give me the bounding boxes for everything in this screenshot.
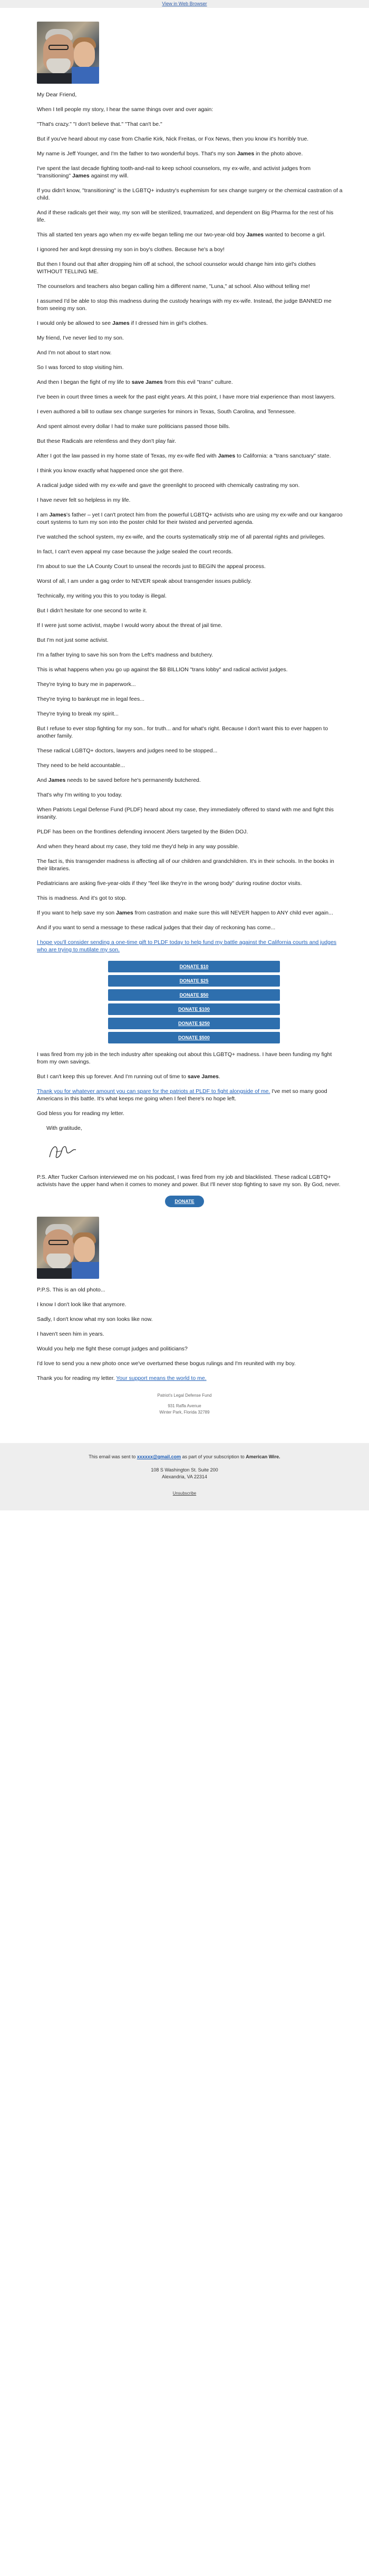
paragraph: When I tell people my story, I hear the same things over and over again:: [37, 106, 213, 113]
paragraph: I've spent the last decade fighting tooth-and-nail to keep school counselors, my ex-wife, and activist judges from "transitioning" James against my will.: [37, 165, 311, 179]
paragraph: They're trying to bankrupt me in legal fees...: [37, 696, 144, 702]
emphasis: James: [218, 453, 236, 459]
paragraph: The counselors and teachers also began calling him a different name, "Luna," at school. Also without telling me!: [37, 283, 310, 290]
view-in-browser-link[interactable]: View in Web Browser: [162, 1, 207, 6]
donate-button[interactable]: DONATE $25: [108, 975, 280, 987]
paragraph: I even authored a bill to outlaw sex change surgeries for minors in Texas, South Carolina, and Tennessee.: [37, 409, 296, 415]
paragraph: If I were just some activist, maybe I would worry about the threat of jail time.: [37, 622, 222, 629]
emphasis: James: [49, 512, 67, 518]
sent-line: [0, 1454, 369, 1460]
paragraph: But then I found out that after dropping him off at school, the school counselor would change him into girl's clothes WITHOUT TELLING ME.: [37, 261, 316, 275]
paragraph: I assumed I'd be able to stop this madness during the custody hearings with my ex-wife. Instead, the judge BANNED me from seeing my son.: [37, 298, 332, 312]
paragraph: I'd love to send you a new photo once we've overturned these bogus rulings and I'm reunited with my boy.: [37, 1360, 296, 1367]
emphasis: save James: [187, 1073, 219, 1080]
paragraph: When Patriots Legal Defense Fund (PLDF) heard about my case, they immediately offered to stand with me and fight this insanity.: [37, 807, 334, 820]
paragraph: If you want to help save my son James from castration and make sure this will NEVER happen to ANY child ever again...: [37, 910, 333, 916]
letter-card: [21, 8, 348, 1433]
paragraph: They need to be held accountable...: [37, 762, 125, 769]
paragraph: The fact is, this transgender madness is affecting all of our children and grandchildren. It's in their schools. In the books in their libraries.: [37, 858, 334, 872]
paragraph: But if you've heard about my case from Charlie Kirk, Nick Freitas, or Fox News, then you know it's horribly true.: [37, 136, 309, 142]
donate-button-list: [32, 961, 337, 1043]
paragraph: My friend, I've never lied to my son.: [37, 335, 124, 341]
final-thanks: Thank you for reading my letter.: [37, 1375, 116, 1381]
paragraph: And if you want to send a message to these radical judges that their day of reckoning has come...: [37, 924, 276, 931]
thanks-rest: I've met so many good Americans in this battle. It's what keeps me going when I feel there's no hope left.: [37, 1088, 327, 1102]
emphasis: James: [246, 232, 264, 238]
paragraph: And then I began the fight of my life to save James from this evil "trans" culture.: [37, 379, 233, 385]
brand-name: American Wire.: [246, 1454, 280, 1459]
paragraph: And I'm not about to start now.: [37, 350, 112, 356]
bottom-footer: [0, 1443, 369, 1510]
paragraph: I am James's father – yet I can't protect him from the powerful LGBTQ+ activists who are using my ex-wife and our kangaroo court systems to turn my son into the poster child for their twisted and perverted agenda.: [37, 512, 343, 525]
paragraph: This is what happens when you go up against the $8 BILLION "trans lobby" and radical activist judges.: [37, 667, 288, 673]
emphasis: James: [112, 320, 130, 326]
paragraph: Pediatricians are asking five-year-olds if they "feel like they're in the wrong body" during routine doctor visits.: [37, 880, 302, 887]
top-bar: [0, 0, 369, 8]
paragraph: I would only be allowed to see James if I dressed him in girl's clothes.: [37, 320, 208, 326]
final-link[interactable]: Your support means the world to me.: [116, 1375, 207, 1381]
paragraph: But I refuse to ever stop fighting for my son.. for truth... and for what's right. Because I don't want this to ever happen to another family.: [37, 725, 328, 739]
org-address-1: 931 Raffa Avenue: [168, 1404, 201, 1408]
donate-button[interactable]: DONATE $50: [108, 989, 280, 1001]
paragraph: P.P.S. This is an old photo...: [37, 1287, 105, 1293]
paragraph: I know I don't look like that anymore.: [37, 1301, 127, 1308]
emphasis: James: [237, 151, 255, 157]
paragraph: I've watched the school system, my ex-wife, and the courts systematically strip me of all parental rights and privileges.: [37, 534, 326, 540]
paragraph: That's why I'm writing to you today.: [37, 792, 122, 798]
sent-prefix: This email was sent to: [89, 1454, 137, 1459]
paragraph: If you didn't know, "transitioning" is the LGBTQ+ industry's euphemism for sex change surgery or the chemical castration of a child.: [37, 187, 343, 201]
with-gratitude: With gratitude,: [46, 1125, 82, 1131]
paragraph: I have never felt so helpless in my life.: [37, 497, 131, 503]
paragraph: I haven't seen him in years.: [37, 1331, 104, 1337]
family-photo-icon: [37, 22, 99, 84]
paragraph: These radical LGBTQ+ doctors, lawyers and judges need to be stopped...: [37, 748, 218, 754]
paragraph: This all started ten years ago when my ex-wife began telling me our two-year-old boy James wanted to become a girl.: [37, 232, 326, 238]
org-address-2: Winter Park, Florida 32789: [159, 1410, 210, 1415]
paragraph: I've been in court three times a week for the past eight years. At this point, I have more trial experience than most lawyers.: [37, 394, 336, 400]
paragraph: Would you help me fight these corrupt judges and politicians?: [37, 1346, 188, 1352]
final-paragraph: [37, 1375, 343, 1382]
paragraph: A radical judge sided with my ex-wife and gave the greenlight to proceed with chemically castrating my son.: [37, 482, 300, 489]
paragraph: Worst of all, I am under a gag order to NEVER speak about transgender issues publicly.: [37, 578, 252, 584]
paragraph: My Dear Friend,: [37, 92, 77, 98]
family-photo-icon-2: [37, 1217, 99, 1279]
paragraph: This is madness. And it's got to stop.: [37, 895, 127, 901]
paragraph: They're trying to break my spirit...: [37, 711, 119, 717]
paragraph: And spent almost every dollar I had to make sure politicians passed those bills.: [37, 423, 230, 430]
org-name: Patriot's Legal Defense Fund: [157, 1393, 212, 1398]
paragraph: I ignored her and kept dressing my son in boy's clothes. Because he's a boy!: [37, 246, 225, 253]
paragraph: Technically, my writing you this to you today is illegal.: [37, 593, 167, 599]
paragraph: But these Radicals are relentless and they don't play fair.: [37, 438, 177, 444]
paragraph: After I got the law passed in my home state of Texas, my ex-wife fled with James to California: a "trans sanctuary" state.: [37, 453, 331, 459]
org-footer: [32, 1393, 337, 1416]
signature-icon: [46, 1141, 78, 1162]
emphasis: James: [72, 173, 90, 179]
paragraph: Sadly, I don't know what my son looks like now.: [37, 1316, 153, 1322]
paragraph: But I'm not just some activist.: [37, 637, 109, 643]
paragraph: And if these radicals get their way, my son will be sterilized, traumatized, and dependent on Big Pharma for the rest of his life.: [37, 210, 334, 223]
paragraph: But I didn't hesitate for one second to write it.: [37, 608, 148, 614]
emphasis: James: [116, 910, 133, 916]
closing-line: God bless you for reading my letter.: [37, 1110, 124, 1117]
thanks-link[interactable]: Thank you for whatever amount you can spare for the patriots at PLDF to fight alongside of me.: [37, 1088, 270, 1095]
donate-button[interactable]: DONATE $500: [108, 1032, 280, 1043]
paragraph: PLDF has been on the frontlines defending innocent J6ers targeted by the Biden DOJ.: [37, 829, 248, 835]
paragraph: And James needs to be saved before he's permanently butchered.: [37, 777, 201, 783]
paragraph: I'm a father trying to save his son from the Left's madness and butchery.: [37, 652, 213, 658]
pps-body: [32, 1286, 337, 1367]
paragraph: They're trying to bury me in paperwork...: [37, 681, 136, 688]
paragraph: I was fired from my job in the tech industry after speaking out about this LGBTQ+ madness. I have been funding my fight from my own savings.: [37, 1051, 332, 1065]
donate-button[interactable]: DONATE $10: [108, 961, 280, 972]
letter-body: [32, 91, 343, 931]
paragraph: So I was forced to stop visiting him.: [37, 364, 124, 371]
paragraph: I think you know exactly what happened once she got there.: [37, 468, 184, 474]
unsubscribe-link[interactable]: Unsubscribe: [172, 1491, 197, 1496]
letter-body-2: [32, 1051, 337, 1080]
donate-button[interactable]: DONATE $100: [108, 1003, 280, 1015]
paragraph: I'm about to sue the LA County Court to unseal the records just to BEGIN the appeal process.: [37, 563, 266, 570]
paragraph: My name is Jeff Younger, and I'm the father to two wonderful boys. That's my son James in the photo above.: [37, 151, 303, 157]
appeal-link[interactable]: I hope you'll consider sending a one-time gift to PLDF today to help fund my battle against the California courts and judges who are trying to mutilate my son.: [37, 939, 337, 953]
paragraph: In fact, I can't even appeal my case because the judge sealed the court records.: [37, 549, 233, 555]
paragraph: "That's crazy." "I don't believe that." "That can't be.": [37, 121, 162, 127]
emphasis: James: [48, 777, 66, 783]
bottom-address-2: Alexandria, VA 22314: [162, 1474, 207, 1479]
thanks-paragraph: [37, 1088, 343, 1102]
ps-paragraph: P.S. After Tucker Carlson interviewed me on his podcast, I was fired from my job and blacklisted. These radical LGBTQ+ activists have the upper hand when it comes to money and power. But I'll never stop fighting to save my son. By God, never.: [37, 1174, 341, 1188]
paragraph: But I can't keep this up forever. And I'm running out of time to save James.: [37, 1073, 220, 1080]
bottom-address-1: 108 S Washington St. Suite 200: [151, 1467, 218, 1473]
donate-round-button[interactable]: DONATE: [165, 1196, 204, 1207]
emphasis: save James: [131, 379, 163, 385]
paragraph: And when they heard about my case, they told me they'd help in any way possible.: [37, 843, 239, 850]
email-link[interactable]: xxxxxx@gmail.com: [137, 1454, 181, 1459]
sent-mid: as part of your subscription to: [181, 1454, 246, 1459]
donate-button[interactable]: DONATE $250: [108, 1018, 280, 1029]
